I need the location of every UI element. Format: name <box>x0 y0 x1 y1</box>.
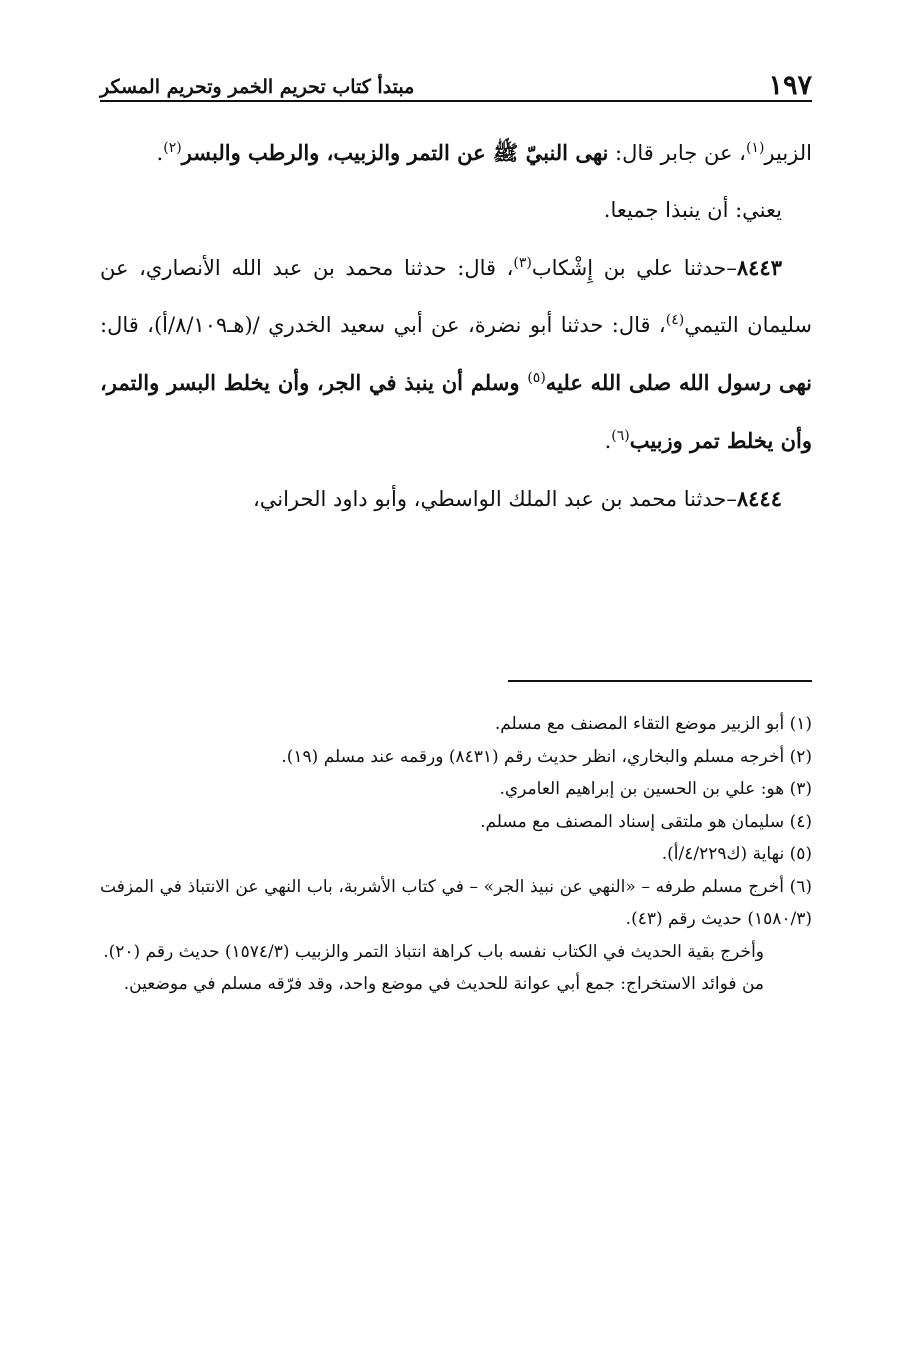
footnote-ref-1: (١) <box>745 140 765 156</box>
page-header <box>100 70 812 102</box>
hadith-number: ٨٤٤٤ <box>736 486 782 511</box>
footnote-1: (١) أبو الزبير موضع التقاء المصنف مع مسلم. <box>494 714 812 734</box>
footnote-ref-5: (٥) <box>527 370 546 386</box>
text-run: ، قال: حدثنا محمد بن عبد الله الأنصاري، عن سليمان التيمي <box>100 256 812 337</box>
hadith-8444 <box>100 470 812 528</box>
footnotes <box>100 708 812 1001</box>
footnote-4: (٤) سليمان هو ملتقى إسناد المصنف مع مسلم. <box>480 811 812 832</box>
text-run: –حدثنا علي بن إِشْكاب <box>531 256 737 280</box>
hadith-number: ٨٤٤٣ <box>736 255 782 280</box>
paragraph-2: يعني: أن ينبذا جميعا. <box>603 198 782 222</box>
header-rule <box>100 100 812 102</box>
text-run: ، عن جابر قال: <box>608 141 746 165</box>
footnote-6-benefit: من فوائد الاستخراج: جمع أبي عوانة للحديث في موضع واحد، وقد فرّقه مسلم في موضعين. <box>123 974 764 994</box>
footnote-ref-2: (٢) <box>163 140 182 156</box>
text-run: . <box>156 141 164 165</box>
footnote-separator <box>508 680 812 682</box>
footnote-5: (٥) نهاية (ك٤/٢٢٩/أ). <box>661 844 812 864</box>
paragraph-1 <box>100 124 812 182</box>
main-text <box>100 124 812 528</box>
text-run: ، قال: حدثنا أبو نضرة، عن أبي سعيد الخدري /(هـ٨/١٠٩/أ)، قال: <box>100 313 666 337</box>
running-title: مبتدأ كتاب تحريم الخمر وتحريم المسكر <box>100 76 415 98</box>
hadith-text: نهى رسول الله صلى الله عليه <box>545 370 812 395</box>
footnote-ref-3: (٣) <box>513 255 532 271</box>
footnote-6-continued: وأخرج بقية الحديث في الكتاب نفسه باب كراهة انتباذ التمر والزبيب (١٥٧٤/٣) حديث رقم (٢٠). <box>103 941 764 962</box>
hadith-8443 <box>100 239 812 470</box>
footnote-6: (٦) أخرج مسلم طرفه – «النهي عن نبيذ الجر» – في كتاب الأشربة، باب النهي عن الانتباذ في المزفت (١٥٨٠/٣) حديث رقم (٤٣). <box>100 876 812 929</box>
text-run: –حدثنا محمد بن عبد الملك الواسطي، وأبو داود الحراني، <box>252 487 737 511</box>
footnote-ref-4: (٤) <box>665 312 685 328</box>
page-number: ١٩٧ <box>768 70 812 101</box>
footnote-2: (٢) أخرجه مسلم والبخاري، انظر حديث رقم (٨٤٣١) ورقمه عند مسلم (١٩). <box>281 746 812 767</box>
text-run: . <box>604 429 612 453</box>
hadith-text: نهى النبيّ ﷺ عن التمر والزبيب، والرطب والبسر <box>181 140 609 165</box>
text-run: الزبير <box>764 141 812 165</box>
hadith-text: وسلم أن ينبذ في الجر، وأن يخلط البسر والتمر، وأن يخلط تمر وزبيب <box>100 370 812 453</box>
footnote-ref-6: (٦) <box>611 428 630 444</box>
footnote-3: (٣) هو: علي بن الحسين بن إبراهيم العامري. <box>499 779 812 799</box>
